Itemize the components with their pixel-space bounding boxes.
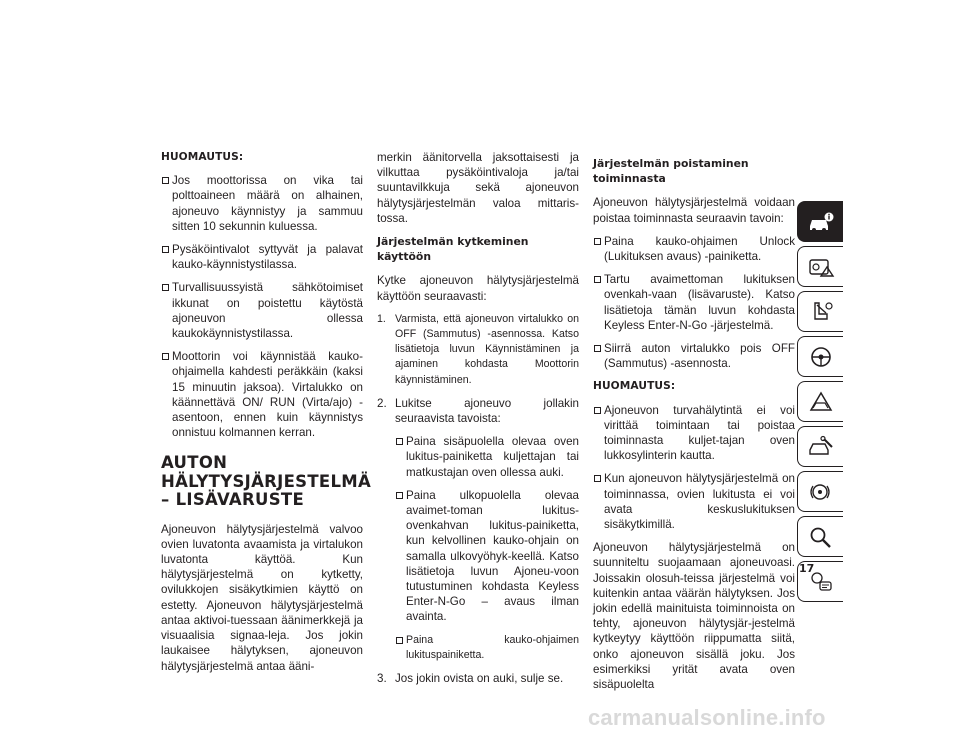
step-text: Jos jokin ovista on auki, sulje se. <box>395 672 564 686</box>
tab-multimedia[interactable] <box>797 471 843 512</box>
step-1 <box>377 312 579 388</box>
note-bullet: Turvallisuussyistä sähkötoimiset ikkunat on poistettu käytöstä ajoneuvon ollessa kaukokäynnistystilassa. <box>161 280 363 341</box>
seat-safety-icon <box>807 299 835 325</box>
tab-safety[interactable] <box>797 291 843 332</box>
tab-driving[interactable] <box>797 336 843 377</box>
note-bullet: Ajoneuvon turvahälytintä ei voi virittää toimintaan tai poistaa toiminnasta kuljet-tajan oven lukkosylinterin kautta. <box>593 403 795 464</box>
note-bullet: Jos moottorissa on vika tai polttoaineen määrä on alhainen, ajoneuvo käynnistyy ja sammuu sitten 10 sekunnin kuluessa. <box>161 173 363 234</box>
multimedia-icon <box>807 479 835 505</box>
body-paragraph: merkin äänitorvella jaksottaisesti ja vilkuttaa pysäköintivaloja ja/tai suuntavilkkuja sekä ajoneuvon hälytysjärjestelmän valoa mittaris-tossa. <box>377 151 579 225</box>
disarm-bullet: Siirrä auton virtalukko pois OFF (Sammutus) -asennosta. <box>593 341 795 371</box>
index-search-icon <box>807 524 835 550</box>
tab-service[interactable] <box>797 426 843 467</box>
note-bullet: Kun ajoneuvon hälytysjärjestelmä on toiminnassa, ovien lukitusta ei voi avata keskuslukituksen sisäkytkimillä. <box>593 471 795 532</box>
chapter-tabs <box>797 201 843 606</box>
step-bullet: Paina sisäpuolella olevaa oven lukitus-painiketta kuljettajan tai matkustajan oven ollessa auki. <box>395 434 579 480</box>
tab-index[interactable] <box>797 516 843 557</box>
disarm-bullet: Paina kauko-ohjaimen Unlock (Lukituksen avaus) -painiketta. <box>593 234 795 264</box>
step-number: 1. <box>377 312 386 325</box>
subheading-arm: Järjestelmän kytkeminen käyttöön <box>377 235 529 264</box>
step-3 <box>377 671 579 686</box>
dashboard-warning-icon <box>807 254 835 280</box>
column-left <box>161 150 372 682</box>
step-number: 2. <box>377 396 387 410</box>
note-bullet: Pysäköintivalot syttyvät ja palavat kauko-käynnistystilassa. <box>161 242 363 272</box>
step-number: 3. <box>377 672 387 686</box>
step-2 <box>377 396 579 426</box>
intro-paragraph: Kytke ajoneuvon hälytysjärjestelmä käyttöön seuraavasti: <box>377 274 579 303</box>
car-info-icon <box>807 209 835 235</box>
roadside-warning-icon <box>807 389 835 415</box>
step-bullet: Paina kauko-ohjaimen lukituspainiketta. <box>395 633 579 663</box>
body-paragraph: Ajoneuvon hälytysjärjestelmä on suunniteltu suojaamaan ajoneuvoasi. Joissakin olosuh-teissa järjestelmä voi kuitenkin antaa väärän hälytyksen. Jos jokin edellä mainituista toiminnoista on tehty, ajoneuvon hälytysjär-jestelmä kytkeytyy käyttöön riippumatta siitä, onko ajoneuvon sisällä joku. Jos esimerkiksi yrität avata oven sisäpuolelta <box>593 541 795 692</box>
car-service-icon <box>807 434 835 460</box>
step-bullet: Paina ulkopuolella olevaa avaimet-toman lukitus-ovenkahvan lukitus-painiketta, kun kelvollinen kauko-ohjain on samalla ulkovyöhyk-keellä. Katso lisätietoja luvun Ajoneu-voon tutustuminen kohdasta Keyless Enter-N-Go – avaus ilman avainta. <box>395 488 579 625</box>
body-paragraph: Ajoneuvon hälytysjärjestelmä valvoo ovien luvatonta avaamista ja virtalukon luvatonta käyttöä. Kun hälytysjärjestelmä on kytketty, ovilukkojen sisäkytkimien käyttö on estetty. Ajoneuvon hälytysjärjestelmä antaa aktivoi-tuessaan äänimerkkejä ja visuaalisia signaa-leja. Jos jokin laukaisee hälytyksen, ajoneuvon hälytysjärjestelmä antaa ääni- <box>161 522 363 673</box>
disarm-bullet: Tartu avaimettoman lukituksen ovenkah-vaan (lisävaruste). Katso lisätietoja tämän luvun kohdasta Keyless Enter-N-Go -järjestelmä. <box>593 272 795 333</box>
watermark: carmanualsonline.info <box>588 705 826 730</box>
page-number: 17 <box>799 562 815 575</box>
tab-emergency[interactable] <box>797 381 843 422</box>
intro-paragraph: Ajoneuvon hälytysjärjestelmä voidaan poistaa toiminnasta seuraavin tavoin: <box>593 196 795 225</box>
note-heading: HUOMAUTUS: <box>161 151 244 163</box>
column-middle <box>377 150 579 694</box>
step-text: Lukitse ajoneuvo jollakin seuraavista tavoista: <box>395 396 579 426</box>
subheading-disarm: Järjestelmän poistaminen toiminnasta <box>593 157 749 186</box>
steering-wheel-icon <box>807 344 835 370</box>
step-text: Varmista, että ajoneuvon virtalukko on OFF (Sammutus) -asennossa. Katso lisätietoja luvun Käynnistäminen ja ajaminen kohdasta Moottorin käynnistäminen. <box>395 312 579 386</box>
section-heading: AUTON HÄLYTYSJÄRJESTELMÄ – LISÄVARUSTE <box>161 453 372 510</box>
column-right <box>593 150 795 700</box>
note-heading: HUOMAUTUS: <box>593 380 676 393</box>
tab-car-info[interactable] <box>797 201 843 242</box>
note-bullet: Moottorin voi käynnistää kauko-ohjaimella kahdesti peräkkäin (kaksi 15 minuutin jaksoa). Virtalukko on käännettävä ON/ RUN (Virta/ajo) -asentoon, ennen kuin käynnistys onnistuu kolmannen kerran. <box>161 349 363 440</box>
tab-dashboard[interactable] <box>797 246 843 287</box>
